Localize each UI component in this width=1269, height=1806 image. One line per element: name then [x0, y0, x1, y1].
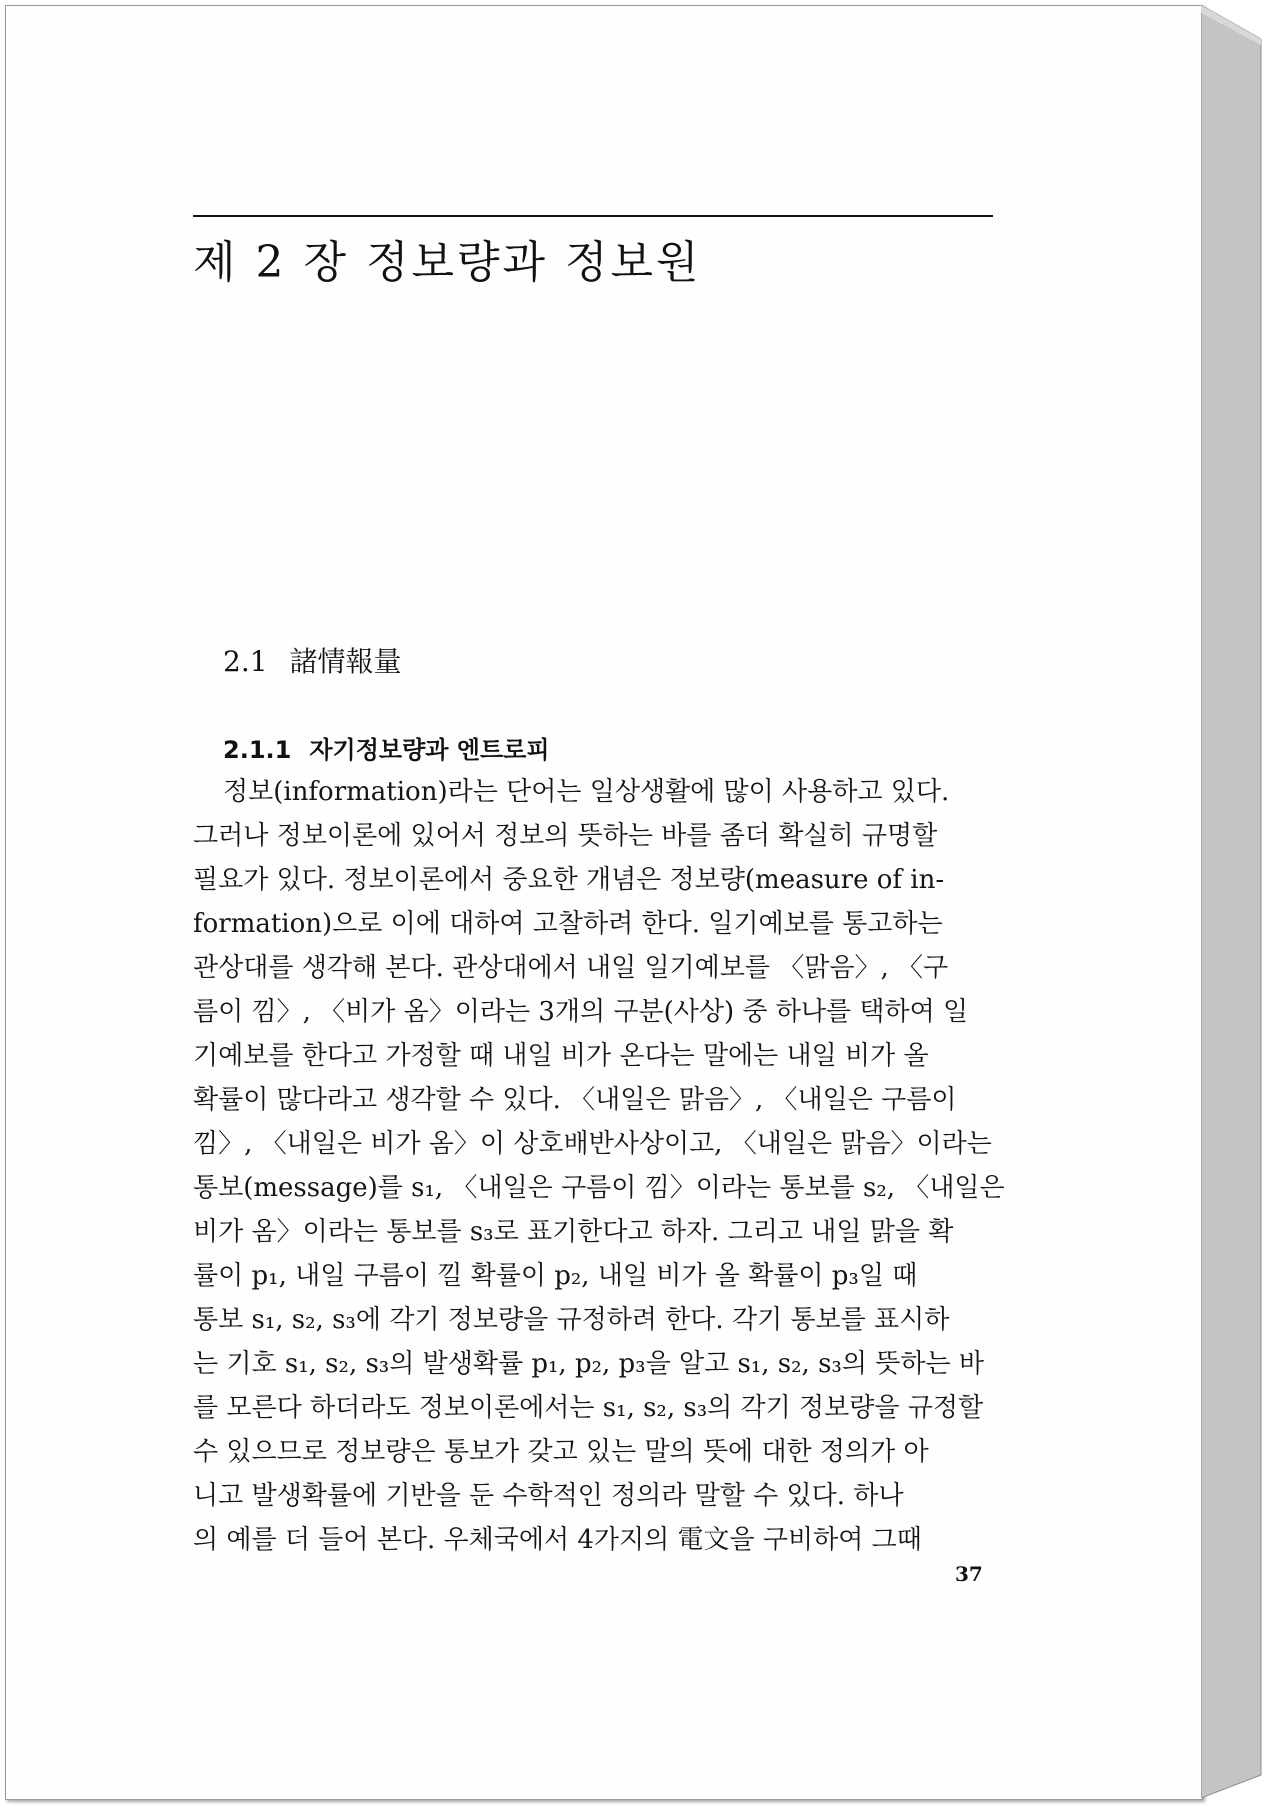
subsection-heading — [223, 730, 550, 765]
text-line: 관상대를 생각해 본다. 관상대에서 내일 일기예보를 〈맑음〉, 〈구 — [193, 953, 949, 983]
page-number: 37 — [955, 1562, 983, 1586]
text-line: 률이 p₁, 내일 구름이 낄 확률이 p₂, 내일 비가 올 확률이 p₃일 때 — [193, 1261, 918, 1291]
text-line: 름이 낌〉, 〈비가 옴〉이라는 3개의 구분(사상) 중 하나를 택하여 일 — [193, 997, 969, 1027]
text-line: 수 있으므로 정보량은 통보가 갖고 있는 말의 뜻에 대한 정의가 아 — [193, 1437, 929, 1467]
section-heading — [223, 640, 402, 680]
section-title-text: 諸情報量 — [289, 645, 402, 678]
text-line: formation)으로 이에 대하여 고찰하려 한다. 일기예보를 통고하는 — [193, 909, 943, 939]
chapter-title: 제 2 장 정보량과 정보원 — [193, 237, 702, 288]
text-line: 그러나 정보이론에 있어서 정보의 뜻하는 바를 좀더 확실히 규명할 — [193, 821, 938, 851]
text-line: 니고 발생확률에 기반을 둔 수학적인 정의라 말할 수 있다. 하나 — [193, 1481, 904, 1511]
text-line: 기예보를 한다고 가정할 때 내일 비가 온다는 말에는 내일 비가 올 — [193, 1041, 929, 1071]
book-edge-thickness — [1201, 5, 1263, 1798]
body-paragraph — [193, 770, 1005, 1562]
text-line: 통보 s₁, s₂, s₃에 각기 정보량을 규정하려 한다. 각기 통보를 표시하 — [193, 1305, 950, 1335]
subsection-title-text: 자기정보량과 엔트로피 — [309, 736, 550, 764]
text-line: 비가 옴〉이라는 통보를 s₃로 표기한다고 하자. 그리고 내일 맑을 확 — [193, 1217, 954, 1247]
text-line: 를 모른다 하더라도 정보이론에서는 s₁, s₂, s₃의 각기 정보량을 규정할 — [193, 1393, 984, 1423]
chapter-rule — [193, 215, 993, 217]
text-line: 의 예를 더 들어 본다. 우체국에서 4가지의 電文을 구비하여 그때 — [193, 1525, 922, 1555]
text-line: 통보(message)를 s₁, 〈내일은 구름이 낌〉이라는 통보를 s₂, 〈내일은 — [193, 1173, 1005, 1203]
text-line: 는 기호 s₁, s₂, s₃의 발생확률 p₁, p₂, p₃을 알고 s₁, s₂, s₃의 뜻하는 바 — [193, 1349, 984, 1379]
text-line: 정보(information)라는 단어는 일상생활에 많이 사용하고 있다. — [223, 777, 950, 807]
section-number: 2.1 — [223, 645, 268, 678]
text-line: 확률이 많다라고 생각할 수 있다. 〈내일은 맑음〉, 〈내일은 구름이 — [193, 1085, 957, 1115]
text-line: 낌〉, 〈내일은 비가 옴〉이 상호배반사상이고, 〈내일은 맑음〉이라는 — [193, 1129, 992, 1159]
text-line: 필요가 있다. 정보이론에서 중요한 개념은 정보량(measure of in- — [193, 865, 945, 895]
subsection-number: 2.1.1 — [223, 736, 292, 764]
